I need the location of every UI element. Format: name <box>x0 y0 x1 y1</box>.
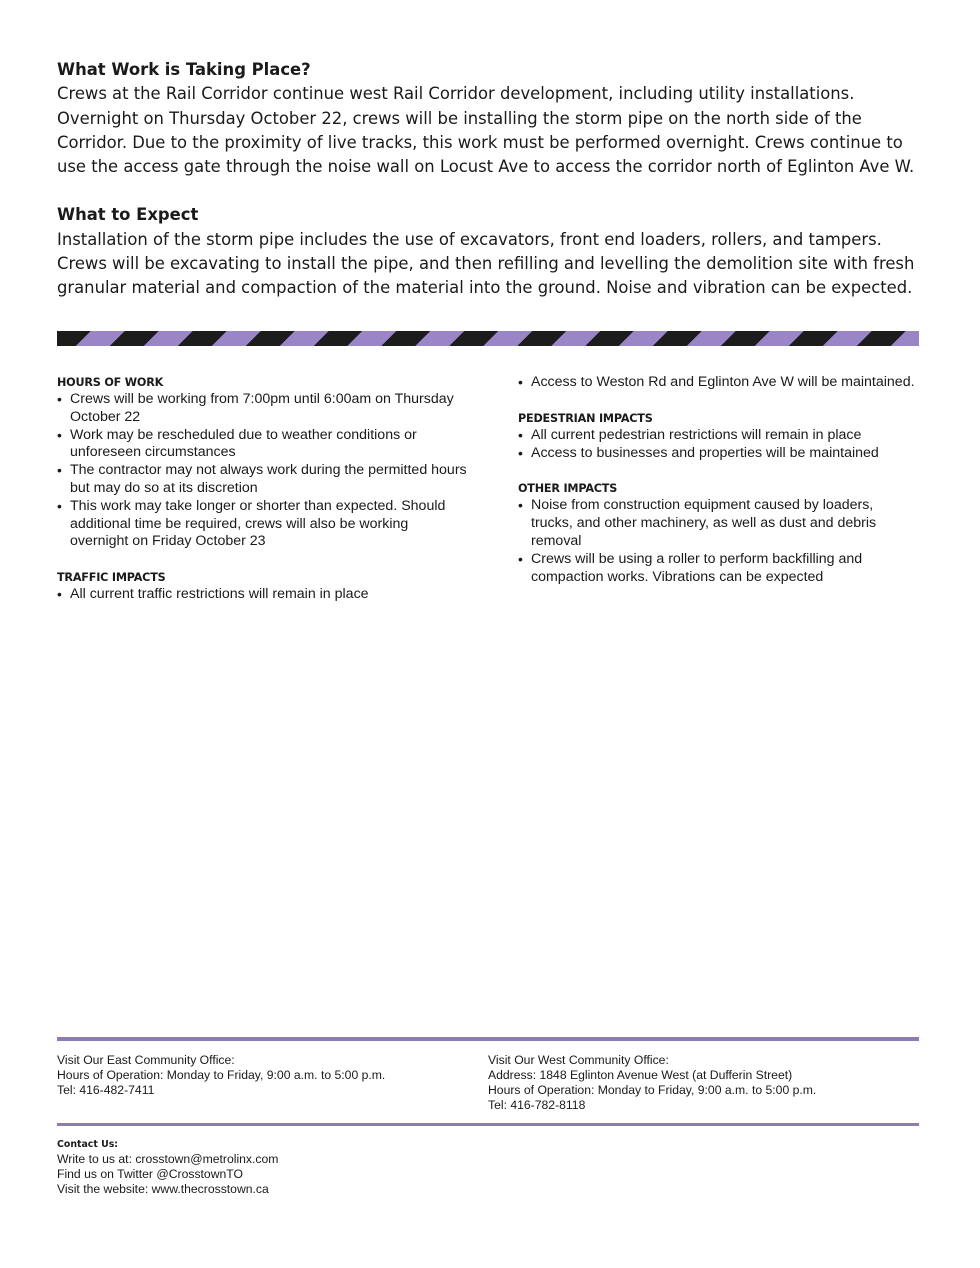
traffic-title: TRAFFIC IMPACTS <box>57 571 166 585</box>
west-office-address: Address: 1848 Eglinton Avenue West (at Dufferin Street) <box>488 1068 793 1082</box>
east-office-title: Visit Our East Community Office: <box>57 1053 235 1067</box>
footer-bottom-rule <box>57 1123 919 1126</box>
contact-title: Contact Us: <box>57 1139 119 1150</box>
work-paragraph: Crews at the Rail Corridor continue west Rail Corridor development, including utility installations. Overnight on Thursday October 22, crews will be installing the storm pipe on the north side of the Corridor. Due to the proximity of live tracks, this work must be performed overnight. Crews continue to use the access gate through the noise wall on Locust Ave to access the corridor north of Eglinton Ave W. <box>57 84 915 177</box>
east-office-info <box>57 1053 477 1098</box>
west-office-hours: Hours of Operation: Monday to Friday, 9:00 a.m. to 5:00 p.m. <box>488 1083 817 1097</box>
contact-section <box>57 1138 278 1198</box>
west-office-title: Visit Our West Community Office: <box>488 1053 669 1067</box>
hours-list <box>57 391 467 551</box>
traffic-list-continued <box>518 374 918 392</box>
footer-top-rule <box>57 1037 919 1041</box>
list-item: • All current pedestrian restrictions will remain in place <box>518 427 918 445</box>
right-column <box>518 374 918 604</box>
list-item: • This work may take longer or shorter than expected. Should additional time be required, crews will also be working overnight on Friday October 23 <box>57 498 467 551</box>
pedestrian-list <box>518 427 918 463</box>
contact-website[interactable]: Visit the website: www.thecrosstown.ca <box>57 1182 269 1197</box>
hours-title: HOURS OF WORK <box>57 376 164 389</box>
hazard-stripe-divider <box>57 331 919 346</box>
contact-twitter[interactable]: Find us on Twitter @CrosstownTO <box>57 1167 243 1182</box>
list-item: • Noise from construction equipment caused by loaders, trucks, and other machinery, as well as dust and debris removal <box>518 497 918 550</box>
list-item: • Work may be rescheduled due to weather conditions or unforeseen circumstances <box>57 427 467 463</box>
contact-email[interactable]: Write to us at: crosstown@metrolinx.com <box>57 1152 279 1166</box>
east-office-hours: Hours of Operation: Monday to Friday, 9:00 a.m. to 5:00 p.m. <box>57 1068 386 1082</box>
list-item: • Access to businesses and properties will be maintained <box>518 445 918 463</box>
expect-paragraph: Installation of the storm pipe includes the use of excavators, front end loaders, rollers, and tampers. Crews will be excavating to install the pipe, and then refilling and levelling the demolition site with fresh granular material and compaction of the material into the ground. Noise and vibration can be expected. <box>57 229 915 298</box>
list-item: • Crews will be using a roller to perform backfilling and compaction works. Vibrations can be expected <box>518 551 918 587</box>
list-item: • Access to Weston Rd and Eglinton Ave W will be maintained. <box>518 374 918 392</box>
expect-heading: What to Expect <box>57 205 199 225</box>
left-column <box>57 374 467 622</box>
work-heading: What Work is Taking Place? <box>57 60 311 79</box>
intro-section <box>57 58 927 301</box>
pedestrian-title: PEDESTRIAN IMPACTS <box>518 411 653 425</box>
list-item: • All current traffic restrictions will remain in place <box>57 586 467 604</box>
list-item: • Crews will be working from 7:00pm until 6:00am on Thursday October 22 <box>57 391 467 427</box>
west-office-info <box>488 1053 918 1113</box>
list-item: • The contractor may not always work during the permitted hours but may do so at its discretion <box>57 462 467 498</box>
west-office-tel: Tel: 416-782-8118 <box>488 1098 586 1112</box>
traffic-list <box>57 586 467 604</box>
other-list <box>518 497 918 586</box>
other-title: OTHER IMPACTS <box>518 482 618 496</box>
east-office-tel: Tel: 416-482-7411 <box>57 1083 155 1097</box>
